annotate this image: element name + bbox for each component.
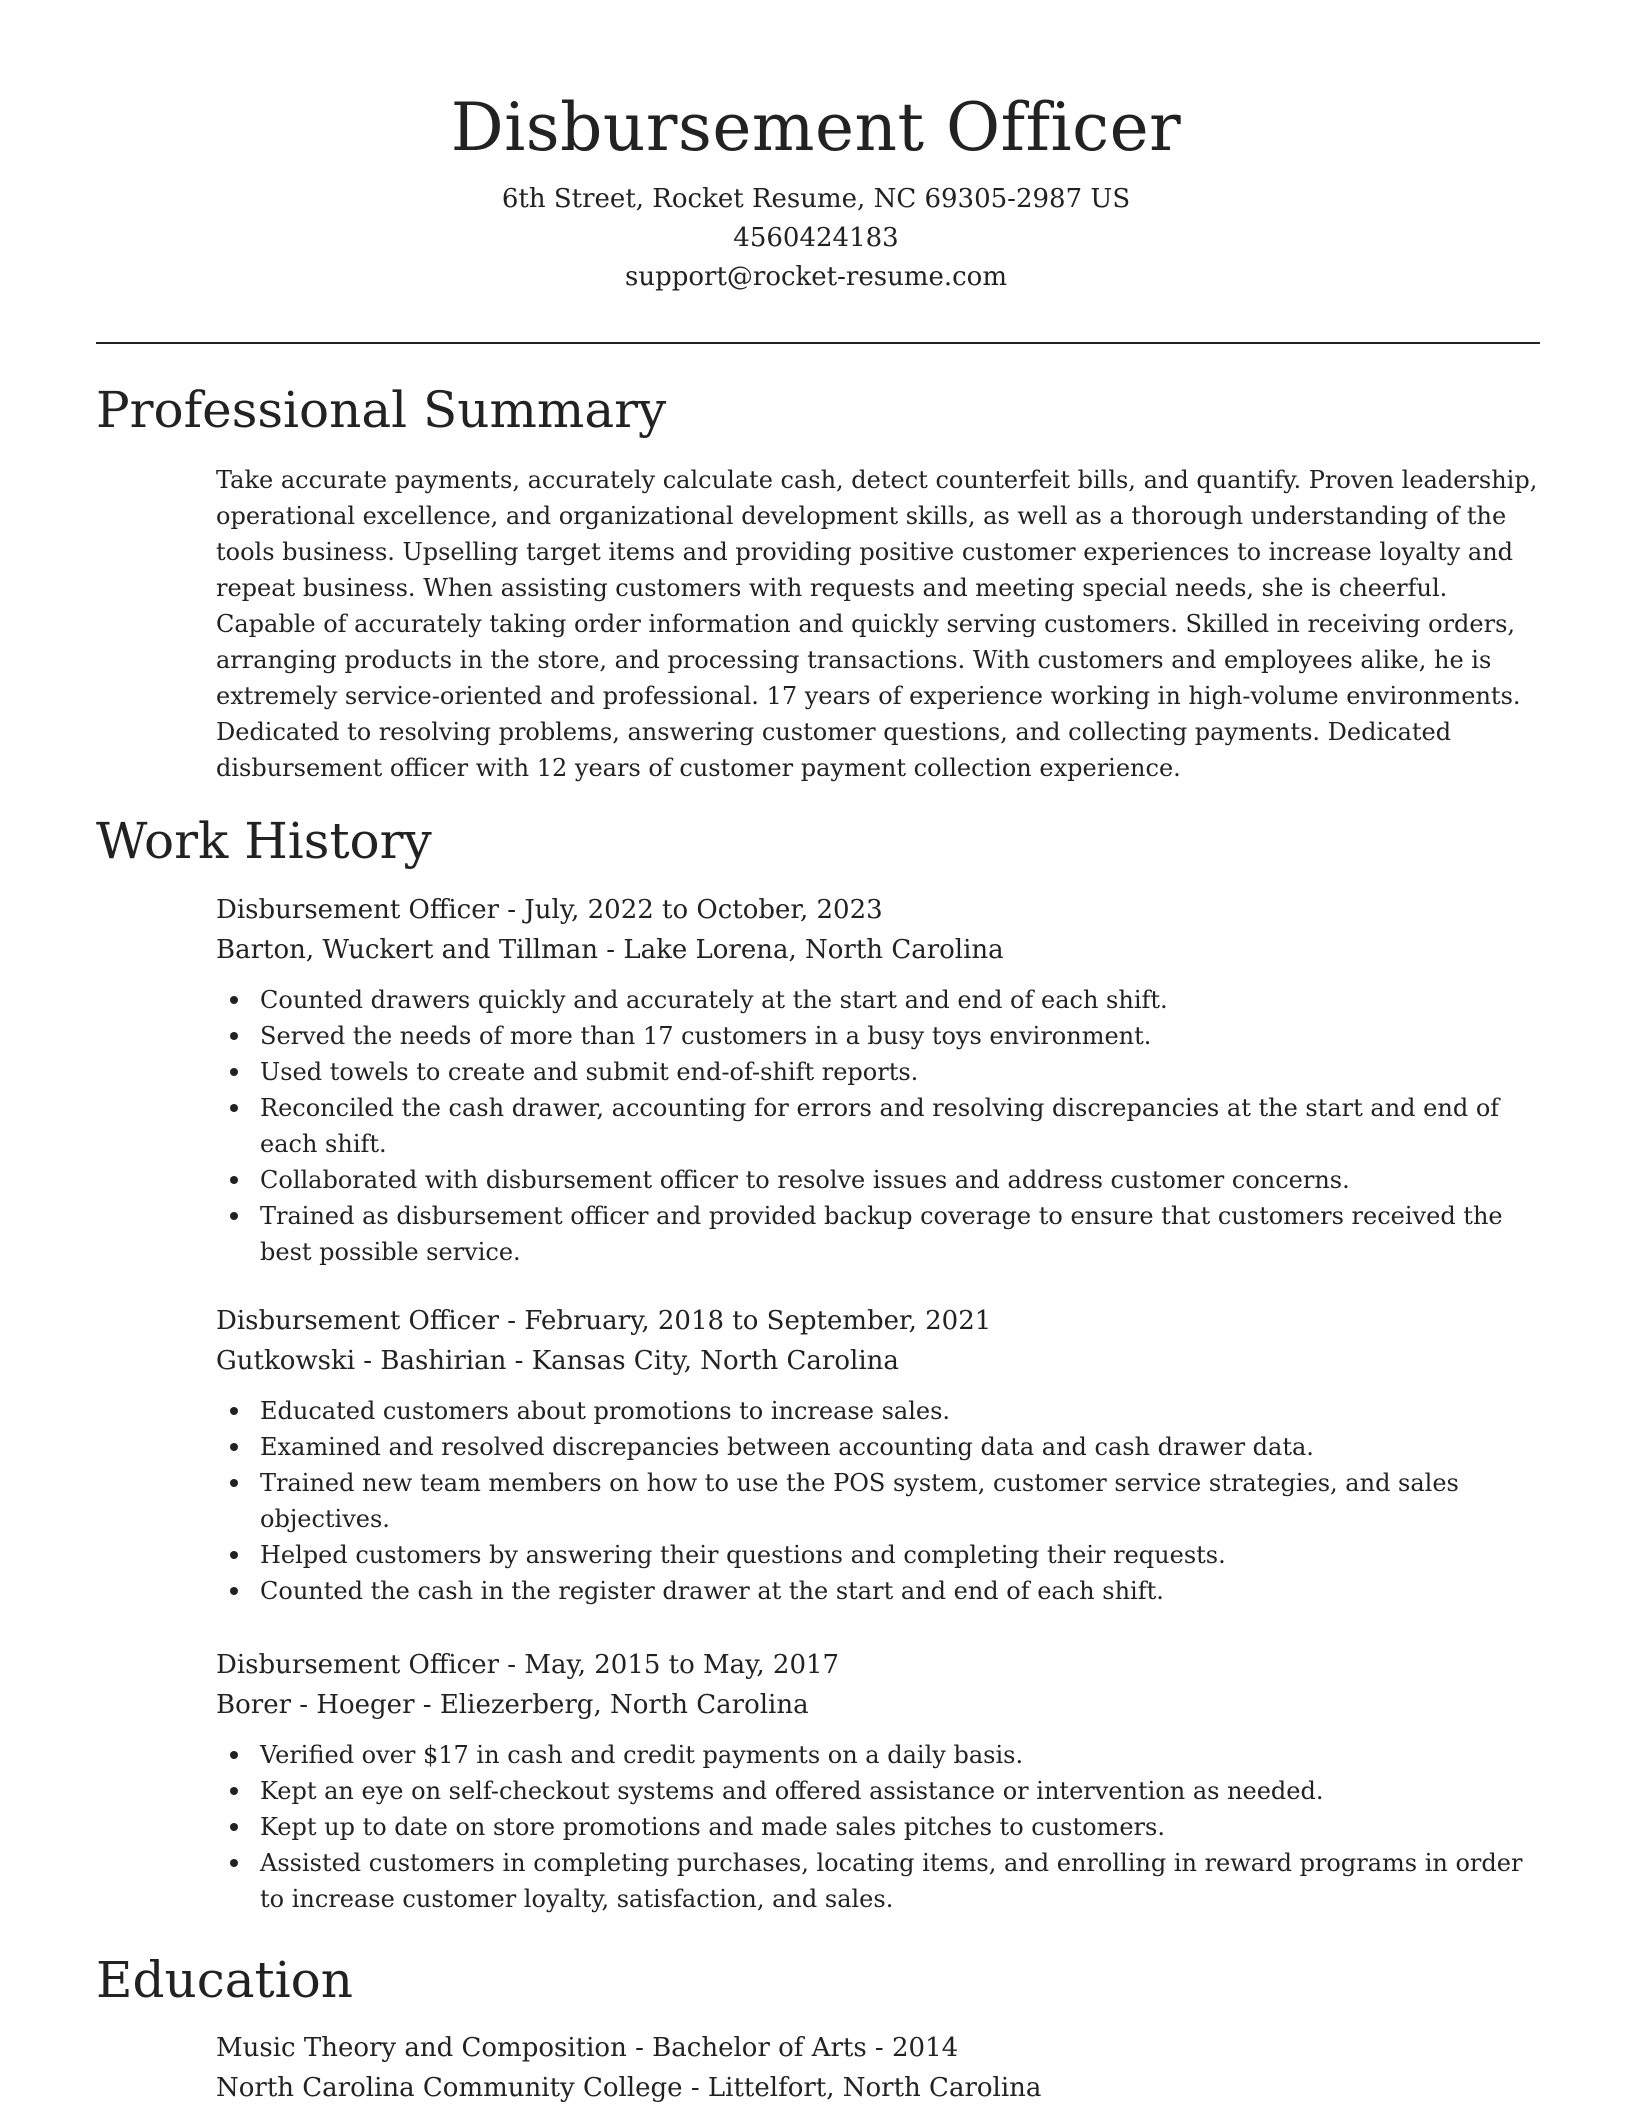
job-company: Gutkowski - Bashirian: [216, 1346, 507, 1376]
job-dates: July, 2022 to October, 2023: [524, 895, 883, 925]
education-entry: [216, 2028, 1540, 2108]
job-entry-1: [216, 890, 1540, 1270]
job-entry-3: [216, 1645, 1540, 1917]
job-location: Eliezerberg, North Carolina: [439, 1690, 809, 1720]
list-item: Helped customers by answering their questions and completing their requests.: [260, 1537, 1540, 1573]
list-item: Counted drawers quickly and accurately at the start and end of each shift.: [260, 982, 1540, 1018]
contact-block: [0, 180, 1632, 297]
contact-email: support@rocket-resume.com: [624, 262, 1007, 292]
education-field: Music Theory and Composition: [216, 2033, 627, 2063]
separator: -: [598, 935, 624, 965]
list-item: Trained new team members on how to use the POS system, customer service strategies, and sales objectives.: [260, 1465, 1540, 1537]
job-bullets: [216, 1393, 1540, 1609]
list-item: Collaborated with disbursement officer to resolve issues and address customer concerns.: [260, 1162, 1540, 1198]
candidate-name: Disbursement Officer: [450, 89, 1182, 166]
job-dates: February, 2018 to September, 2021: [524, 1306, 992, 1336]
list-item: Reconciled the cash drawer, accounting for errors and resolving discrepancies at the start and end of each shift.: [260, 1090, 1540, 1162]
job-company: Barton, Wuckert and Tillman: [216, 935, 599, 965]
job-company-line: [216, 1685, 1540, 1725]
education-location: Littelfort, North Carolina: [707, 2073, 1042, 2103]
list-item: Educated customers about promotions to increase sales.: [260, 1393, 1540, 1429]
section-title-summary: Professional Summary: [96, 381, 667, 439]
job-title-line: [216, 1301, 1540, 1341]
list-item: Assisted customers in completing purchases, locating items, and enrolling in reward programs in order to increase customer loyalty, satisfaction, and sales.: [260, 1845, 1540, 1917]
list-item: Served the needs of more than 17 customers in a busy toys environment.: [260, 1018, 1540, 1054]
job-bullets: [216, 1737, 1540, 1917]
list-item: Kept up to date on store promotions and made sales pitches to customers.: [260, 1809, 1540, 1845]
job-entry-2: [216, 1301, 1540, 1609]
job-bullets: [216, 982, 1540, 1270]
job-role: Disbursement Officer: [216, 1650, 500, 1680]
separator: -: [499, 1306, 525, 1336]
job-company-line: [216, 1341, 1540, 1381]
section-title-work-history: Work History: [96, 812, 432, 870]
contact-phone: 4560424183: [733, 223, 899, 253]
separator: -: [499, 895, 525, 925]
education-degree: Bachelor of Arts: [652, 2033, 867, 2063]
separator: -: [682, 2073, 708, 2103]
contact-address: 6th Street, Rocket Resume, NC 69305-2987 US: [501, 184, 1131, 214]
list-item: Counted the cash in the register drawer at the start and end of each shift.: [260, 1573, 1540, 1609]
education-year: 2014: [892, 2033, 959, 2063]
resume-header: [0, 0, 1632, 297]
education-school: North Carolina Community College: [216, 2073, 683, 2103]
job-role: Disbursement Officer: [216, 1306, 500, 1336]
section-title-education: Education: [96, 1951, 353, 2009]
separator: -: [499, 1650, 525, 1680]
job-dates: May, 2015 to May, 2017: [524, 1650, 840, 1680]
list-item: Used towels to create and submit end-of-shift reports.: [260, 1054, 1540, 1090]
job-role: Disbursement Officer: [216, 895, 500, 925]
education-school-line: [216, 2068, 1540, 2108]
list-item: Examined and resolved discrepancies between accounting data and cash drawer data.: [260, 1429, 1540, 1465]
header-divider: [96, 342, 1540, 344]
separator: -: [414, 1690, 440, 1720]
separator: -: [866, 2033, 892, 2063]
job-title-line: [216, 1645, 1540, 1685]
education-degree-line: [216, 2028, 1540, 2068]
job-location: Lake Lorena, North Carolina: [623, 935, 1004, 965]
job-company: Borer - Hoeger: [216, 1690, 415, 1720]
separator: -: [626, 2033, 653, 2063]
job-title-line: [216, 890, 1540, 930]
list-item: Verified over $17 in cash and credit payments on a daily basis.: [260, 1737, 1540, 1773]
summary-text: Take accurate payments, accurately calculate cash, detect counterfeit bills, and quantify. Proven leadership, operational excellence, and organizational development skills, as well as a thorough understanding of the tools business. Upselling target items and providing positive customer experiences to increase loyalty and repeat business. When assisting customers with requests and meeting special needs, she is cheerful. Capable of accurately taking order information and quickly serving customers. Skilled in receiving orders, arranging products in the store, and processing transactions. With customers and employees alike, he is extremely service-oriented and professional. 17 years of experience working in high-volume environments. Dedicated to resolving problems, answering customer questions, and collecting payments. Dedicated disbursement officer with 12 years of customer payment collection experience.: [216, 466, 1538, 782]
job-location: Kansas City, North Carolina: [531, 1346, 899, 1376]
list-item: Trained as disbursement officer and provided backup coverage to ensure that customers received the best possible service.: [260, 1198, 1540, 1270]
list-item: Kept an eye on self-checkout systems and offered assistance or intervention as needed.: [260, 1773, 1540, 1809]
job-company-line: [216, 930, 1540, 970]
separator: -: [506, 1346, 532, 1376]
